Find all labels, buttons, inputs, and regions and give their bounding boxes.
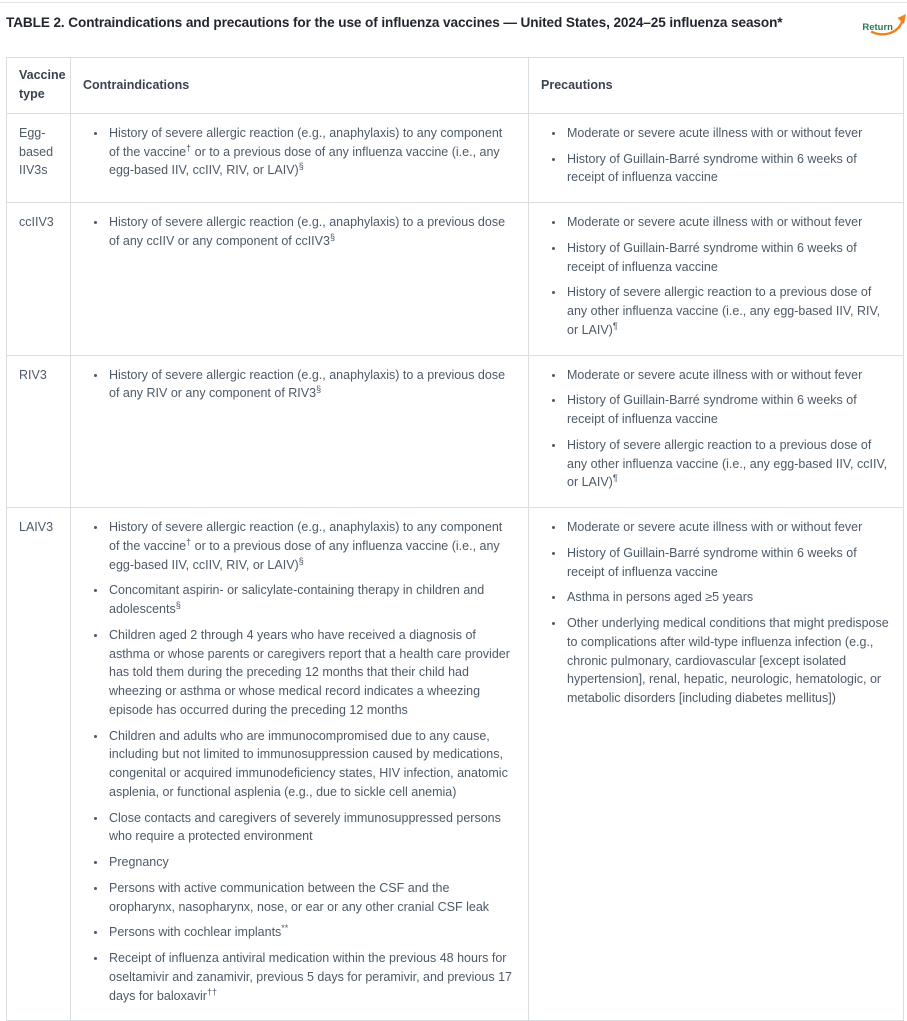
contraindications-cell [71,203,529,356]
bullet-item: • History of Guillain-Barré syndrome within 6 weeks of receipt of influenza vaccine [565,150,890,188]
contraindications-cell [71,508,529,1021]
bullet-item: • Asthma in persons aged ≥5 years [565,588,890,607]
precautions-list [541,518,890,708]
bullet-item: • Moderate or severe acute illness with or without fever [565,518,890,537]
bullet-item: • Pregnancy [107,853,515,872]
bullet-item: • History of severe allergic reaction (e.g., anaphylaxis) to a previous dose of any ccIIV or any component of ccIIV3§ [107,213,515,251]
page-title: TABLE 2. Contraindications and precautions for the use of influenza vaccines — United States, 2024–25 influenza season* [6,15,783,30]
bullet-item: • History of Guillain-Barré syndrome within 6 weeks of receipt of influenza vaccine [565,544,890,582]
bullet-item: • History of severe allergic reaction (e.g., anaphylaxis) to any component of the vaccine† or to a previous dose of any influenza vaccine (i.e., any egg-based IIV, ccIIV, RIV, or LAIV)§ [107,124,515,180]
bullet-item: • Other underlying medical conditions that might predispose to complications after wild-type influenza infection (e.g., chronic pulmonary, cardiovascular [except isolated hypertension], renal, hepatic, neurologic, hematologic, or metabolic disorders [including diabetes mellitus]) [565,614,890,708]
bullet-item: • History of severe allergic reaction to a previous dose of any other influenza vaccine (i.e., any egg-based IIV, ccIIV, or LAIV)¶ [565,436,890,492]
vaccine-type-cell: ccIIV3 [7,203,71,356]
vaccine-type-cell: LAIV3 [7,508,71,1021]
bullet-item: • Moderate or severe acute illness with or without fever [565,213,890,232]
bullet-item: • History of severe allergic reaction (e.g., anaphylaxis) to a previous dose of any RIV or any component of RIV3§ [107,366,515,404]
bullet-item: • History of severe allergic reaction to a previous dose of any other influenza vaccine (i.e., any egg-based IIV, RIV, or LAIV)¶ [565,283,890,339]
contraindications-cell [71,355,529,508]
bullet-item: • Close contacts and caregivers of severely immunosuppressed persons who require a protected environment [107,809,515,847]
bullet-item: • History of Guillain-Barré syndrome within 6 weeks of receipt of influenza vaccine [565,239,890,277]
precautions-cell [529,355,904,508]
bullet-item: • Persons with cochlear implants** [107,923,515,942]
bullet-item: • Persons with active communication between the CSF and the oropharynx, nasopharynx, nose, or ear or any other cranial CSF leak [107,879,515,917]
precautions-cell [529,203,904,356]
precautions-cell [529,508,904,1021]
precautions-list [541,213,890,340]
bullet-item: • Receipt of influenza antiviral medication within the previous 48 hours for oseltamivir and zanamivir, previous 5 days for peramivir, and previous 17 days for baloxavir†† [107,949,515,1005]
table-row [7,355,904,508]
vaccine-type-cell: RIV3 [7,355,71,508]
bullet-item: • History of Guillain-Barré syndrome within 6 weeks of receipt of influenza vaccine [565,391,890,429]
return-label: Return [862,22,893,33]
contraindications-cell [71,113,529,202]
col-header-contraindications: Contraindications [71,58,529,114]
table-row [7,203,904,356]
header-row [7,58,904,114]
col-header-vaccine-type: Vaccine type [7,58,71,114]
contraindications-precautions-table [6,57,904,1021]
precautions-cell [529,113,904,202]
bullet-item: • History of severe allergic reaction (e.g., anaphylaxis) to any component of the vaccine† or to a previous dose of any influenza vaccine (i.e., any egg-based IIV, ccIIV, RIV, or LAIV)§ [107,518,515,574]
precautions-list [541,366,890,493]
bullet-item: • Children aged 2 through 4 years who have received a diagnosis of asthma or whose parents or caregivers report that a health care provider has told them during the preceding 12 months that their child had wheezing or asthma or whose medical record indicates a wheezing episode has occurred during the preceding 12 months [107,626,515,720]
col-header-precautions: Precautions [529,58,904,114]
return-link[interactable] [862,17,893,35]
table-row [7,508,904,1021]
title-bar [0,3,907,57]
bullet-item: • Children and adults who are immunocompromised due to any cause, including but not limited to immunosuppression caused by medications, congenital or acquired immunodeficiency states, HIV infection, anatomic asplenia, or functional asplenia (e.g., due to sickle cell anemia) [107,727,515,802]
precautions-list [541,124,890,187]
contraindications-list [83,124,515,180]
contraindications-list [83,366,515,404]
table-row [7,113,904,202]
contraindications-list [83,518,515,1005]
bullet-item: • Moderate or severe acute illness with or without fever [565,366,890,385]
contraindications-list [83,213,515,251]
vaccine-type-cell: Egg-based IIV3s [7,113,71,202]
bullet-item: • Concomitant aspirin- or salicylate-containing therapy in children and adolescents§ [107,581,515,619]
bullet-item: • Moderate or severe acute illness with or without fever [565,124,890,143]
